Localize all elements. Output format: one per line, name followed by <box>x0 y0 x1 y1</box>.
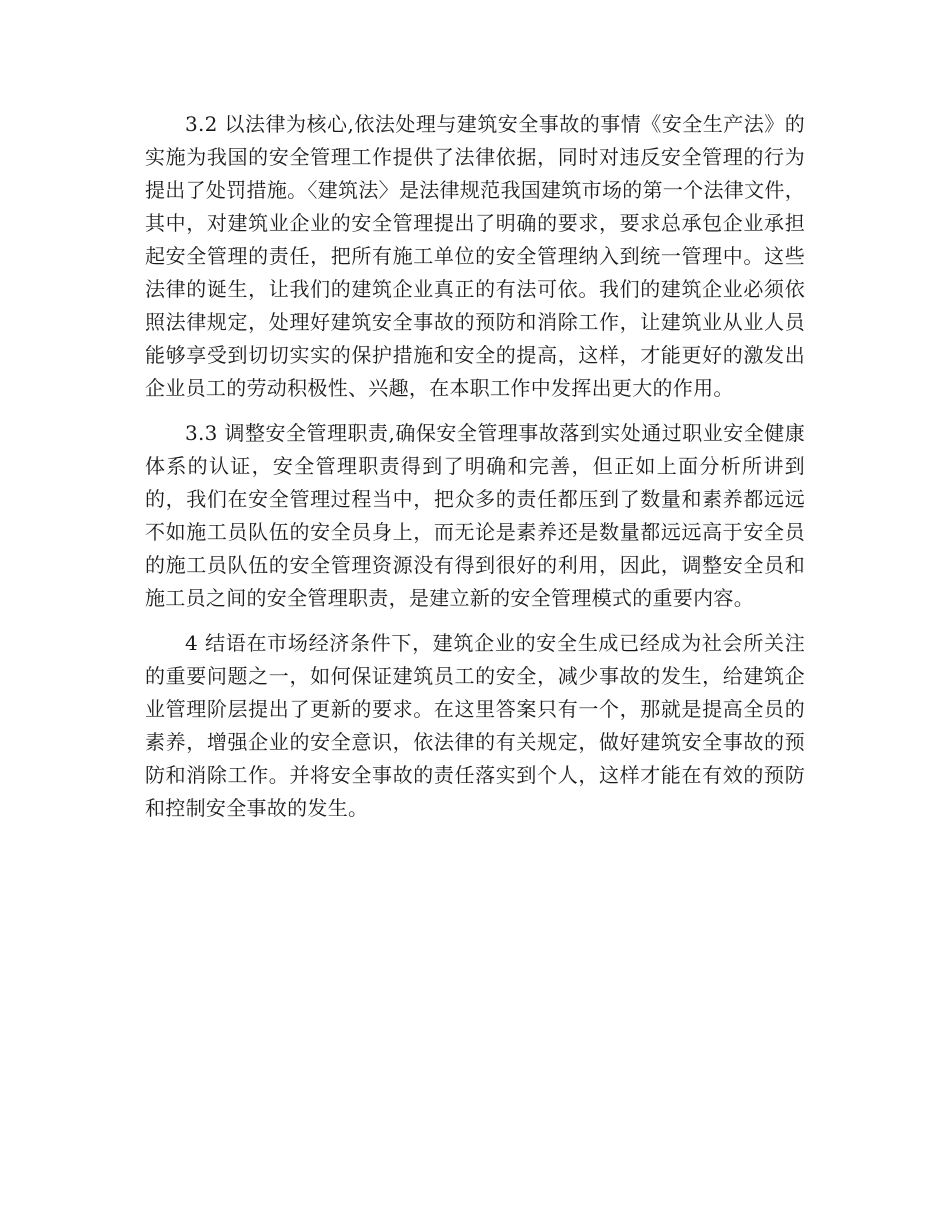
paragraph-3-3: 3.3 调整安全管理职责,确保安全管理事故落到实处通过职业安全健康体系的认证，安全管理职责得到了明确和完善，但正如上面分析所讲到的，我们在安全管理过程当中，把众多的责任都压到了数量和素养都远远不如施工员队伍的安全员身上，而无论是素养还是数量都远远高于安全员的施工员队伍的安全管理资源没有得到很好的利用，因此，调整安全员和施工员之间的安全管理职责，是建立新的安全管理模式的重要内容。 <box>145 421 805 610</box>
paragraph-conclusion: 4 结语在市场经济条件下，建筑企业的安全生成已经成为社会所关注的重要问题之一，如何保证建筑员工的安全，减少事故的发生，给建筑企业管理阶层提出了更新的要求。在这里答案只有一个，那就是提高全员的素养，增强企业的安全意识，依法律的有关规定，做好建筑安全事故的预防和消除工作。并将安全事故的责任落实到个人，这样才能在有效的预防和控制安全事故的发生。 <box>145 631 805 820</box>
document-body <box>145 108 805 825</box>
paragraph-3-2: 3.2 以法律为核心,依法处理与建筑安全事故的事情《安全生产法》的实施为我国的安全管理工作提供了法律依据，同时对违反安全管理的行为提出了处罚措施。〈建筑法〉是法律规范我国建筑市场的第一个法律文件，其中，对建筑业企业的安全管理提出了明确的要求，要求总承包企业承担起安全管理的责任，把所有施工单位的安全管理纳入到统一管理中。这些法律的诞生，让我们的建筑企业真正的有法可依。我们的建筑企业必须依照法律规定，处理好建筑安全事故的预防和消除工作，让建筑业从业人员能够享受到切切实实的保护措施和安全的提高，这样，才能更好的激发出企业员工的劳动积极性、兴趣，在本职工作中发挥出更大的作用。 <box>145 112 805 400</box>
